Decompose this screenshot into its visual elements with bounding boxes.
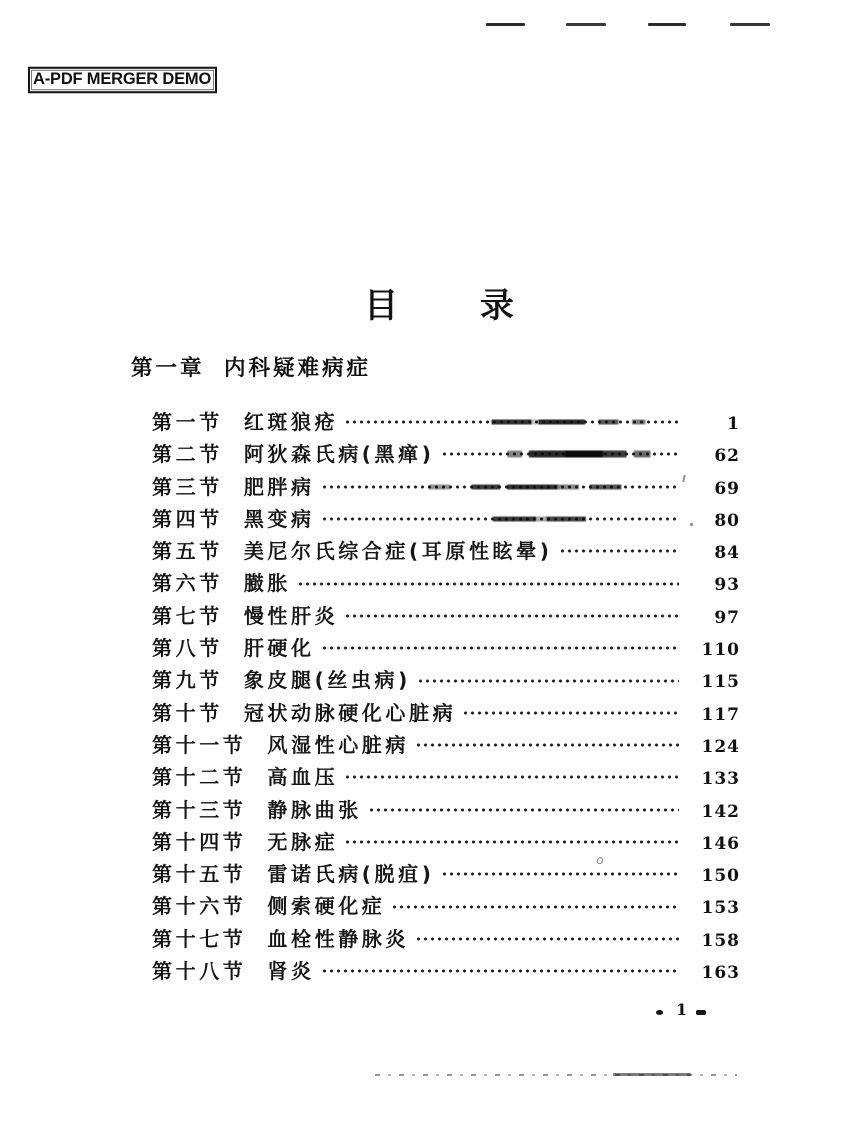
toc-entry: [152, 697, 740, 729]
dot-leader: [391, 902, 679, 912]
dot-leader: [321, 482, 679, 492]
toc-section-label: 第五节: [152, 539, 223, 564]
dot-leader: [321, 966, 679, 976]
toc-section-label: 第二节: [152, 442, 223, 467]
dot-leader: [321, 643, 679, 653]
dot-leader: [441, 869, 680, 879]
toc-entry-title: 侧索硬化症: [267, 894, 386, 919]
dot-leader: [344, 772, 679, 782]
toc-page-number: 133: [701, 769, 740, 790]
dot-leader: [559, 546, 680, 556]
toc-page-number: 62: [714, 446, 740, 467]
toc-entry-title: 臌胀: [243, 571, 292, 596]
toc-section-label: 第十二节: [152, 765, 247, 790]
toc-section-label: 第十八节: [152, 959, 247, 984]
toc-page-number: 150: [701, 866, 740, 887]
toc-section-label: 第九节: [152, 668, 223, 693]
toc-section-label: 第十四节: [152, 829, 247, 854]
chapter-heading: 第一章 内科疑难病症: [131, 356, 371, 381]
toc-section-label: 第八节: [152, 636, 223, 661]
toc-entry-title: 黑变病: [243, 506, 315, 531]
scan-speck: [690, 523, 693, 526]
footer-page-marker: [652, 1000, 722, 1024]
toc-entry-title: 象皮腿(丝虫病): [243, 668, 411, 693]
toc-entry: [152, 923, 740, 955]
toc-entry: [152, 761, 740, 793]
toc-page-number: 93: [714, 575, 740, 596]
toc-entry-title: 红斑狼疮: [243, 410, 339, 434]
scan-noise-line: [375, 1074, 737, 1077]
scan-dash-mark: [486, 23, 525, 26]
page-title: 目 录: [364, 286, 516, 326]
toc-entry-title: 血栓性静脉炎: [267, 926, 410, 951]
toc-list: [152, 406, 740, 987]
toc-entry: [152, 567, 740, 599]
toc-section-label: 第四节: [152, 506, 223, 531]
toc-entry: [152, 794, 740, 826]
toc-entry: [152, 729, 740, 761]
toc-section-label: 第十三节: [152, 797, 247, 822]
toc-section-label: 第十七节: [152, 926, 247, 951]
scan-dash-mark: [648, 23, 686, 26]
scan-dash-mark: [730, 23, 770, 26]
toc-entry: [152, 600, 740, 632]
dot-leader: [415, 740, 679, 750]
toc-page-number: 142: [701, 801, 740, 822]
scan-dash-marks: [486, 22, 776, 28]
toc-page-number: 110: [701, 640, 740, 661]
toc-page-number: 1: [727, 414, 740, 434]
toc-entry-title: 高血压: [267, 765, 339, 790]
toc-entry-title: 冠状动脉硬化心脏病: [243, 700, 457, 725]
toc-page-number: 146: [701, 833, 740, 854]
scan-dash-mark: [566, 23, 606, 26]
toc-page-number: 124: [701, 736, 740, 757]
toc-entry-title: 肥胖病: [243, 474, 315, 499]
toc-page-number: 153: [701, 898, 740, 919]
toc-section-label: 第六节: [152, 571, 223, 596]
dot-leader: [344, 417, 679, 427]
scan-noise-dark-segment: [613, 1073, 691, 1076]
toc-entry: [152, 826, 740, 858]
footer-page-number: 1: [676, 1000, 688, 1019]
toc-entry: [152, 858, 740, 890]
dot-leader: [344, 837, 679, 847]
toc-entry: [152, 406, 740, 438]
toc-page-number: 163: [701, 963, 740, 984]
footer-dot-right: [696, 1010, 706, 1015]
toc-page-number: 117: [701, 704, 740, 725]
dot-leader: [297, 579, 679, 589]
toc-entry-title: 静脉曲张: [267, 797, 362, 822]
dot-leader: [321, 514, 679, 524]
toc-entry: [152, 955, 740, 987]
toc-section-label: 第十一节: [152, 732, 247, 757]
toc-section-label: 第十五节: [152, 862, 247, 887]
dot-leader: [441, 449, 680, 459]
toc-entry: [152, 503, 740, 535]
toc-section-label: 第十六节: [152, 894, 247, 919]
toc-entry-title: 慢性肝炎: [243, 603, 339, 628]
toc-page-number: 84: [714, 543, 740, 564]
toc-entry-title: 风湿性心脏病: [267, 732, 410, 757]
toc-entry-title: 肝硬化: [243, 636, 315, 661]
toc-entry-title: 美尼尔氏综合症(耳原性眩晕): [243, 539, 553, 564]
toc-entry: [152, 471, 740, 503]
toc-section-label: 第三节: [152, 474, 223, 499]
toc-entry: [152, 535, 740, 567]
toc-section-label: 第十节: [152, 700, 223, 725]
toc-entry: [152, 664, 740, 696]
a-pdf-watermark-label: A-PDF MERGER DEMO: [33, 69, 212, 89]
toc-page-number: 158: [701, 930, 740, 951]
toc-page-number: 80: [714, 510, 740, 531]
dot-leader: [415, 934, 679, 944]
toc-entry-title: 雷诺氏病(脱疽): [267, 862, 435, 887]
toc-entry-title: 阿狄森氏病(黑瘅): [243, 442, 435, 467]
dot-leader: [368, 805, 679, 815]
toc-section-label: 第七节: [152, 603, 223, 628]
toc-entry-title: 肾炎: [267, 959, 315, 984]
toc-entry: [152, 438, 740, 470]
a-pdf-watermark-link[interactable]: [28, 67, 217, 94]
toc-entry-title: 无脉症: [267, 829, 339, 854]
toc-page-number: 69: [714, 478, 740, 499]
dot-leader: [417, 676, 679, 686]
footer-dot-left: [656, 1010, 663, 1015]
toc-page-number: 115: [701, 672, 740, 693]
dot-leader: [344, 611, 679, 621]
toc-entry: [152, 632, 740, 664]
toc-entry: [152, 890, 740, 922]
toc-page-number: 97: [714, 607, 740, 628]
toc-section-label: 第一节: [152, 410, 223, 434]
dot-leader: [462, 708, 679, 718]
